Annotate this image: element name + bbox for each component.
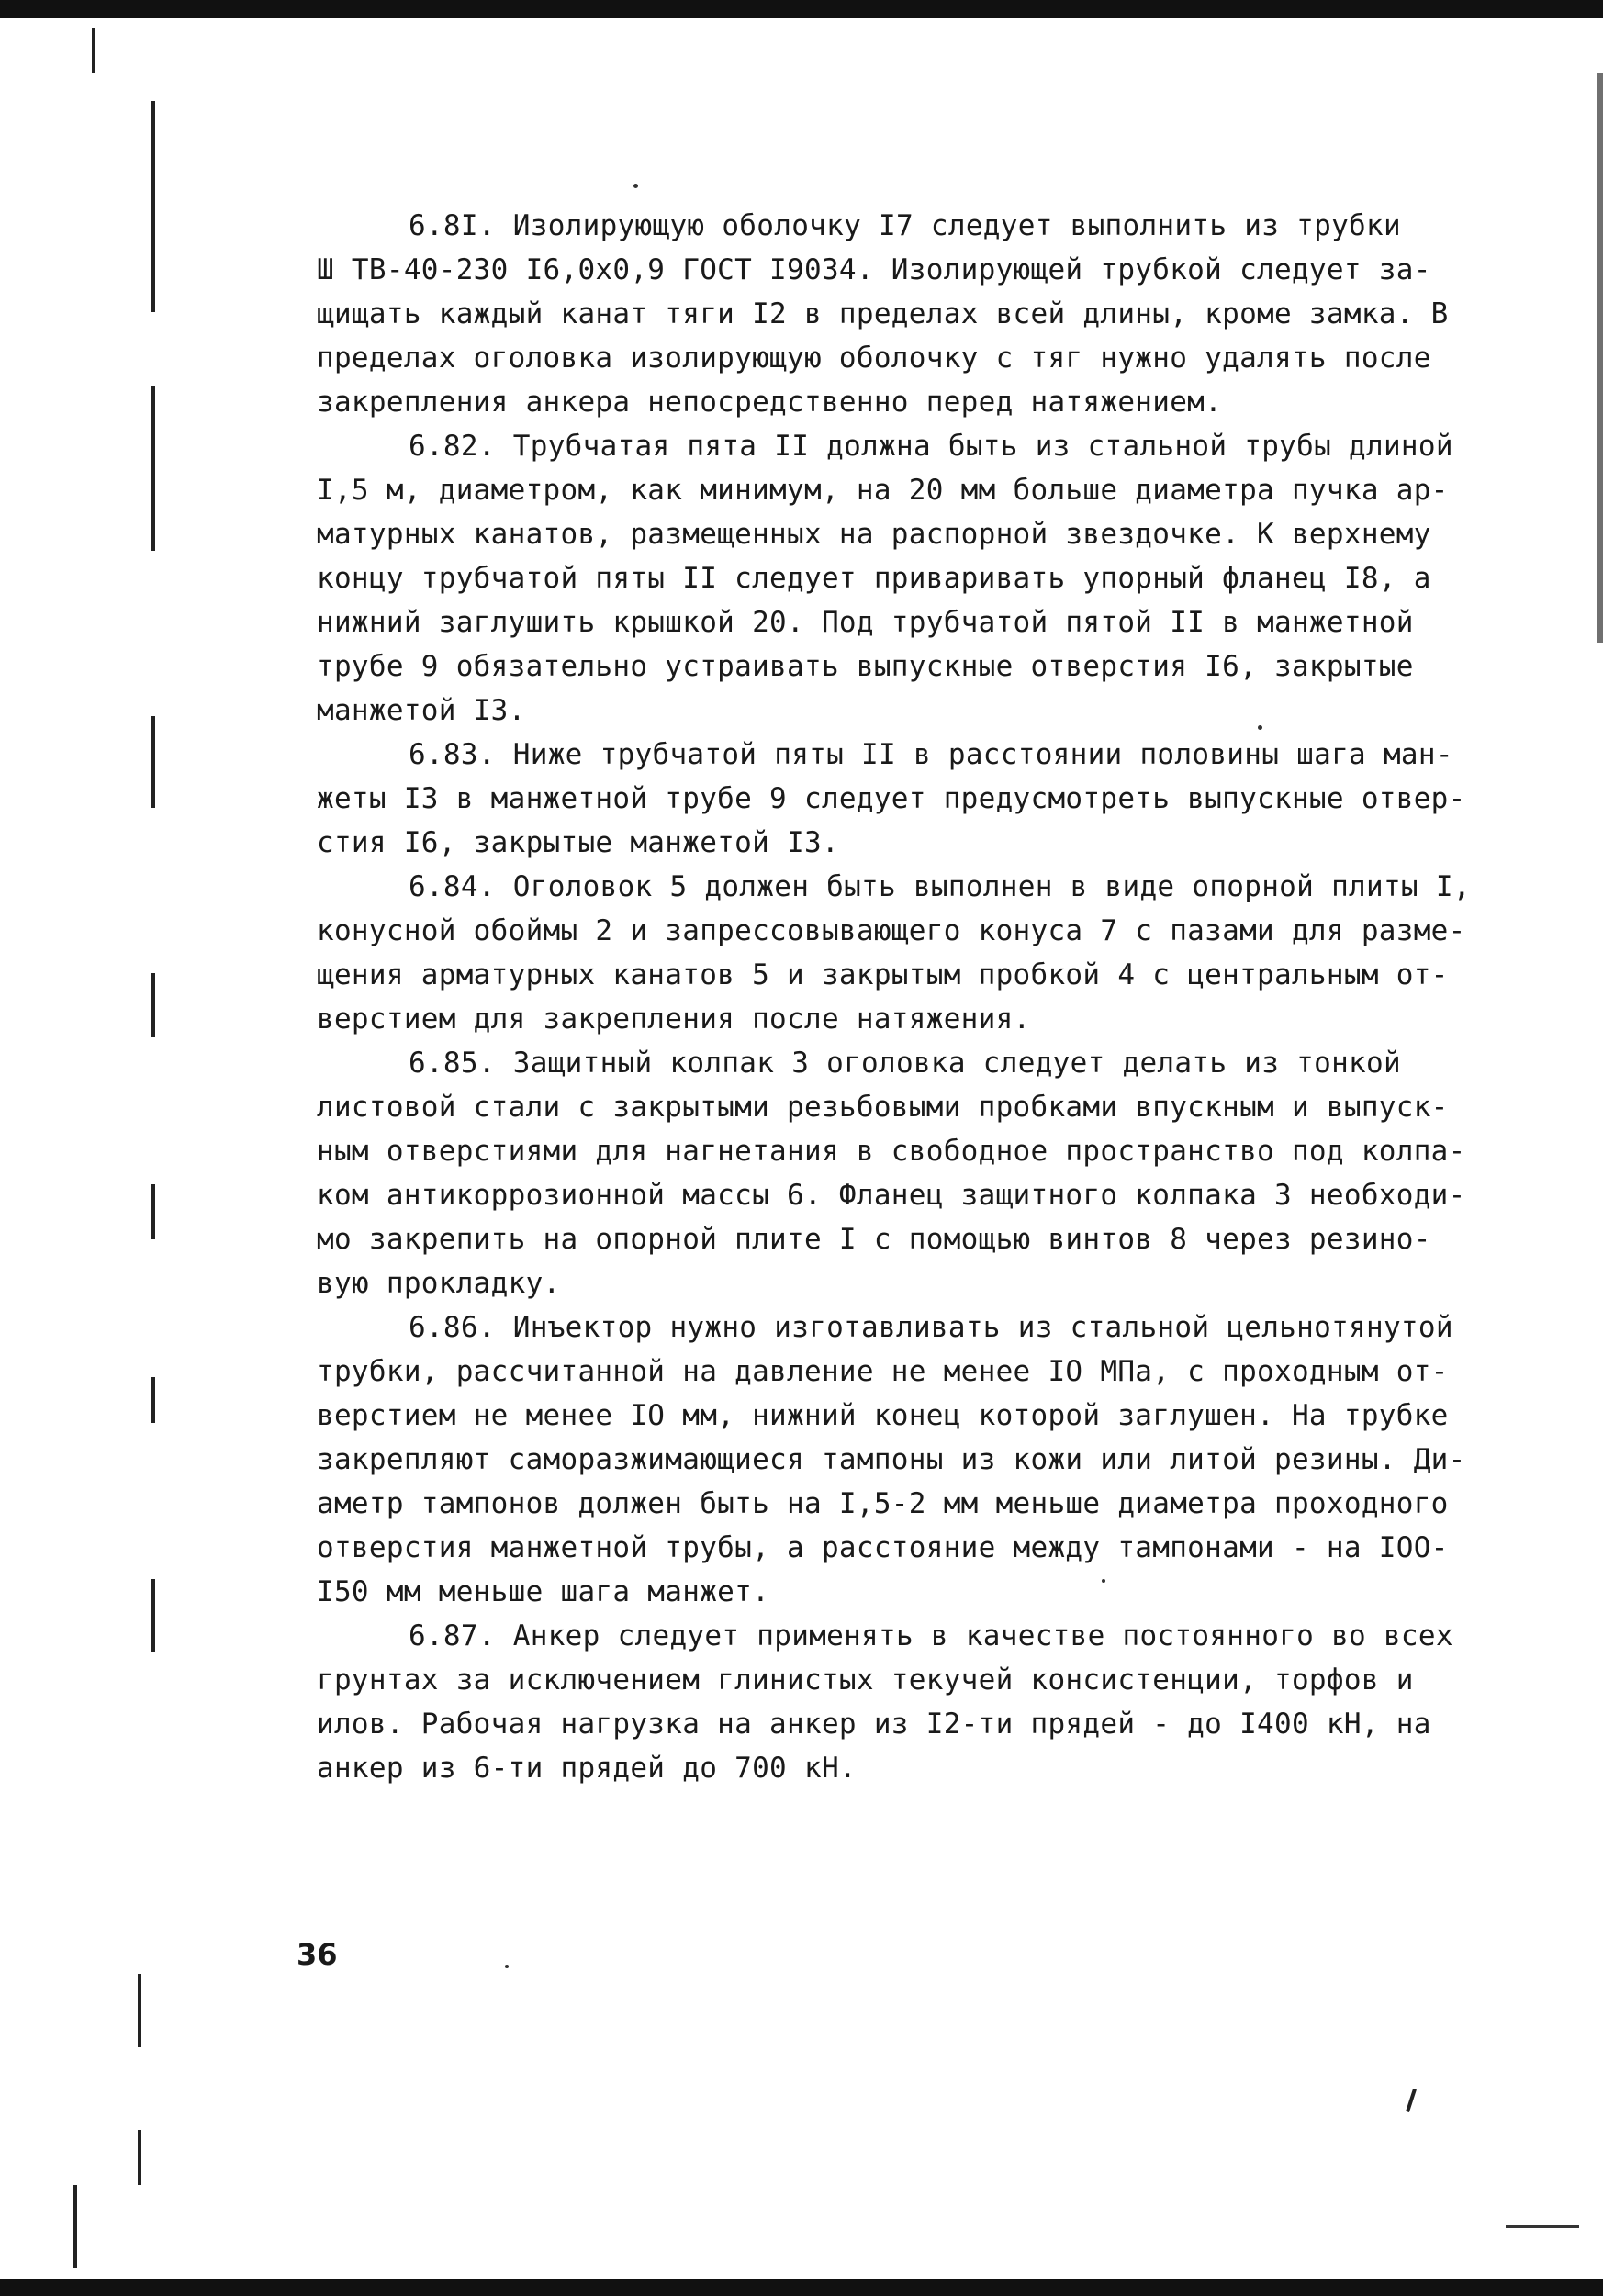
text-line: илов. Рабочая нагрузка на анкер из I2-ти прядей - до I400 кН, на — [317, 1708, 1431, 1741]
text-line: 6.85. Защитный колпак 3 оголовка следует делать из тонкой — [409, 1047, 1401, 1080]
text-line: конусной обоймы 2 и запрессовывающего конуса 7 с пазами для разме- — [317, 914, 1466, 947]
binding-mark — [138, 2130, 141, 2185]
text-line: отверстия манжетной трубы, а расстояние между тампонами - на IOO- — [317, 1531, 1449, 1564]
text-line: щения арматурных канатов 5 и закрытым пробкой 4 с центральным от- — [317, 958, 1449, 991]
text-line: Ш ТВ-40-230 I6,0х0,9 ГОСТ I9034. Изолирующей трубкой следует за- — [317, 253, 1431, 286]
binding-mark — [151, 1579, 155, 1652]
scan-speck — [1258, 725, 1262, 730]
text-line: ком антикоррозионной массы 6. Фланец защитного колпака 3 необходи- — [317, 1179, 1466, 1212]
text-line: матурных канатов, размещенных на распорной звездочке. К верхнему — [317, 518, 1431, 551]
scan-speck — [505, 1965, 509, 1968]
binding-mark — [151, 716, 155, 808]
paragraph-6-82 — [317, 424, 1501, 733]
text-line: трубе 9 обязательно устраивать выпускные отверстия I6, закрытые — [317, 650, 1414, 683]
paragraph-6-85 — [317, 1041, 1501, 1305]
scan-right-edge — [1597, 73, 1603, 643]
text-line: концу трубчатой пяты II следует приваривать упорный фланец I8, а — [317, 562, 1431, 595]
document-body — [317, 204, 1501, 1790]
text-line: закрепления анкера непосредственно перед натяжением. — [317, 386, 1223, 419]
text-line: верстием для закрепления после натяжения. — [317, 1002, 1031, 1036]
scan-bottom-border — [0, 2279, 1603, 2296]
text-line: закрепляют саморазжимающиеся тампоны из кожи или литой резины. Ди- — [317, 1443, 1466, 1476]
text-line: вую прокладку. — [317, 1267, 561, 1300]
text-line: 6.82. Трубчатая пята II должна быть из стальной трубы длиной — [409, 430, 1453, 463]
scan-speck — [1102, 1579, 1105, 1583]
scan-pen-mark — [1406, 2089, 1417, 2112]
text-line: анкер из 6-ти прядей до 700 кН. — [317, 1752, 857, 1785]
text-line: стия I6, закрытые манжетой I3. — [317, 826, 839, 859]
text-line: верстием не менее IO мм, нижний конец которой заглушен. На трубке — [317, 1399, 1449, 1432]
text-line: нижний заглушить крышкой 20. Под трубчатой пятой II в манжетной — [317, 606, 1414, 639]
text-line: трубки, рассчитанной на давление не менее IO МПа, с проходным от- — [317, 1355, 1449, 1388]
text-line: 6.87. Анкер следует применять в качестве постоянного во всех — [409, 1619, 1453, 1652]
binding-mark — [151, 973, 155, 1037]
text-line: пределах оголовка изолирующую оболочку с тяг нужно удалять после — [317, 342, 1431, 375]
text-line: жеты I3 в манжетной трубе 9 следует предусмотреть выпускные отвер- — [317, 782, 1466, 815]
scan-speck — [633, 184, 638, 188]
text-line: листовой стали с закрытыми резьбовыми пробками впускным и выпуск- — [317, 1091, 1449, 1124]
paragraph-6-87 — [317, 1614, 1501, 1790]
text-line: I,5 м, диаметром, как минимум, на 20 мм больше диаметра пучка ар- — [317, 474, 1449, 507]
text-line: щищать каждый канат тяги I2 в пределах всей длины, кроме замка. В — [317, 297, 1449, 330]
binding-mark — [151, 1377, 155, 1423]
binding-mark — [73, 2185, 77, 2268]
text-line: манжетой I3. — [317, 694, 526, 727]
binding-mark — [151, 386, 155, 551]
text-line: мо закрепить на опорной плите I с помощью винтов 8 через резино- — [317, 1223, 1431, 1256]
binding-mark — [92, 28, 95, 73]
paragraph-6-81 — [317, 204, 1501, 424]
paragraph-6-83 — [317, 733, 1501, 865]
text-line: 6.8I. Изолирующую оболочку I7 следует выполнить из трубки — [409, 209, 1401, 242]
text-line: 6.84. Оголовок 5 должен быть выполнен в виде опорной плиты I, — [409, 870, 1471, 903]
scan-left-binding — [0, 18, 37, 2296]
text-line: ным отверстиями для нагнетания в свободное пространство под колпа- — [317, 1135, 1466, 1168]
text-line: 6.83. Ниже трубчатой пяты II в расстоянии половины шага ман- — [409, 738, 1453, 771]
paragraph-6-86 — [317, 1305, 1501, 1614]
text-line: грунтах за исключением глинистых текучей консистенции, торфов и — [317, 1663, 1414, 1697]
scan-edge-dash — [1506, 2225, 1579, 2228]
text-line: I50 мм меньше шага манжет. — [317, 1575, 770, 1608]
binding-mark — [151, 1184, 155, 1239]
binding-mark — [138, 1974, 141, 2047]
text-line: аметр тампонов должен быть на I,5-2 мм меньше диаметра проходного — [317, 1487, 1449, 1520]
scan-top-border — [0, 0, 1603, 18]
paragraph-6-84 — [317, 865, 1501, 1041]
binding-mark — [151, 101, 155, 312]
text-line: 6.86. Инъектор нужно изготавливать из стальной цельнотянутой — [409, 1311, 1453, 1344]
page-number: 36 — [297, 1937, 338, 1972]
